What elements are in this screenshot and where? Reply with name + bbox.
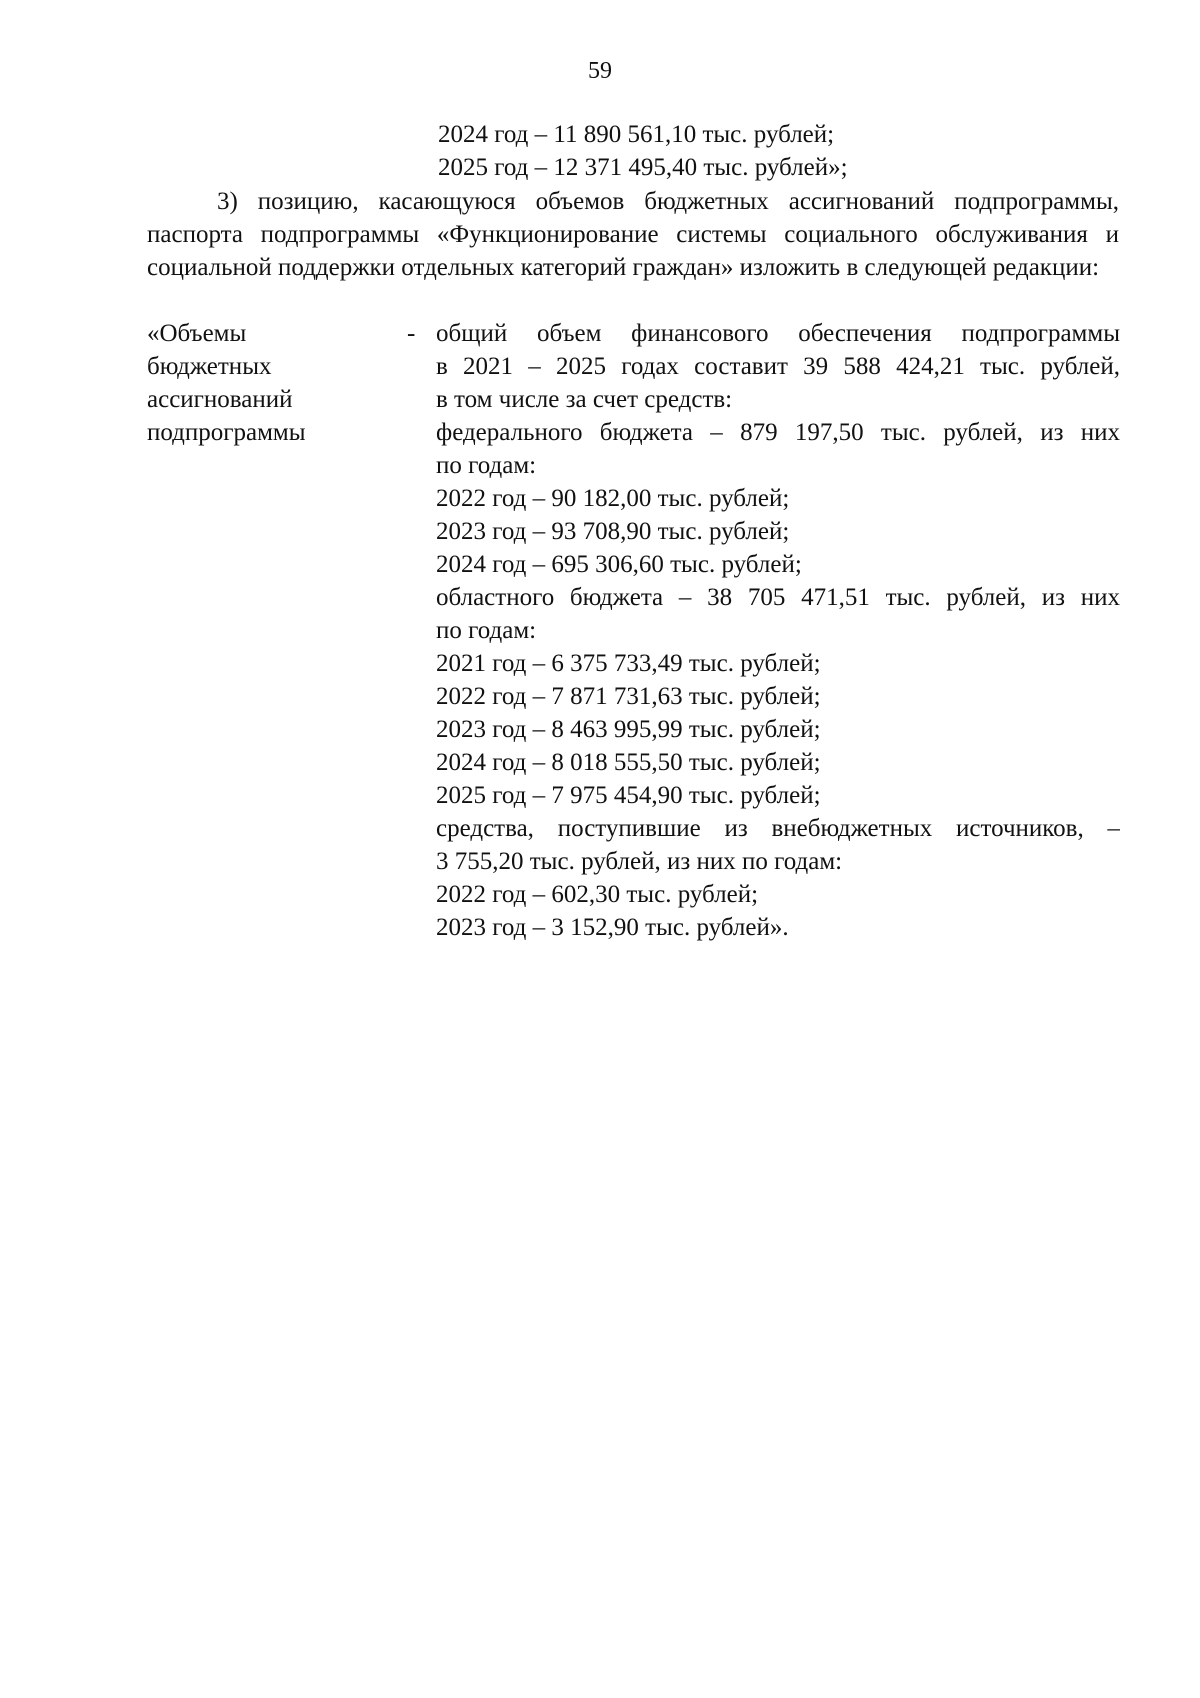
detail-line: 2021 год – 6 375 733,49 тыс. рублей; bbox=[436, 650, 821, 677]
detail-line: 2023 год – 93 708,90 тыс. рублей; bbox=[436, 518, 790, 545]
detail-line: 2024 год – 8 018 555,50 тыс. рублей; bbox=[436, 749, 821, 776]
detail-line: по годам: bbox=[436, 617, 537, 644]
top-year-lines bbox=[438, 118, 1038, 184]
detail-line: общий объем финансового обеспечения подпрограммы bbox=[436, 320, 1120, 347]
detail-line: средства, поступившие из внебюджетных источников, – bbox=[436, 815, 1120, 842]
year-line: 2025 год – 12 371 495,40 тыс. рублей»; bbox=[438, 154, 848, 181]
detail-line: в том числе за счет средств: bbox=[436, 386, 733, 413]
detail-line: 2022 год – 602,30 тыс. рублей; bbox=[436, 881, 759, 908]
page-number: 59 bbox=[588, 58, 612, 84]
year-line: 2024 год – 11 890 561,10 тыс. рублей; bbox=[438, 121, 835, 148]
label-line: ассигнований bbox=[147, 386, 293, 413]
separator-dash: - bbox=[407, 320, 416, 347]
detail-line: 2023 год – 3 152,90 тыс. рублей». bbox=[436, 914, 789, 941]
label-line: бюджетных bbox=[147, 353, 272, 380]
budget-details bbox=[436, 317, 1120, 944]
budget-label bbox=[147, 317, 387, 449]
detail-line: 2022 год – 90 182,00 тыс. рублей; bbox=[436, 485, 790, 512]
label-line: подпрограммы bbox=[147, 419, 306, 446]
detail-line: по годам: bbox=[436, 452, 537, 479]
detail-line: 3 755,20 тыс. рублей, из них по годам: bbox=[436, 848, 843, 875]
detail-line: в 2021 – 2025 годах составит 39 588 424,21 тыс. рублей, bbox=[436, 353, 1120, 380]
intro-text: 3) позицию, касающуюся объемов бюджетных ассигнований подпрограммы, паспорта подпрограммы «Функционирование системы социального обслуживания и социальной поддержки отдельных категорий граждан» изложить в следующей редакции: bbox=[147, 188, 1119, 281]
intro-paragraph bbox=[147, 185, 1119, 284]
detail-line: областного бюджета – 38 705 471,51 тыс. рублей, из них bbox=[436, 584, 1120, 611]
detail-line: 2022 год – 7 871 731,63 тыс. рублей; bbox=[436, 683, 821, 710]
detail-line: 2023 год – 8 463 995,99 тыс. рублей; bbox=[436, 716, 821, 743]
label-line: «Объемы bbox=[147, 320, 247, 347]
detail-line: 2024 год – 695 306,60 тыс. рублей; bbox=[436, 551, 802, 578]
detail-line: федерального бюджета – 879 197,50 тыс. рублей, из них bbox=[436, 419, 1120, 446]
detail-line: 2025 год – 7 975 454,90 тыс. рублей; bbox=[436, 782, 821, 809]
